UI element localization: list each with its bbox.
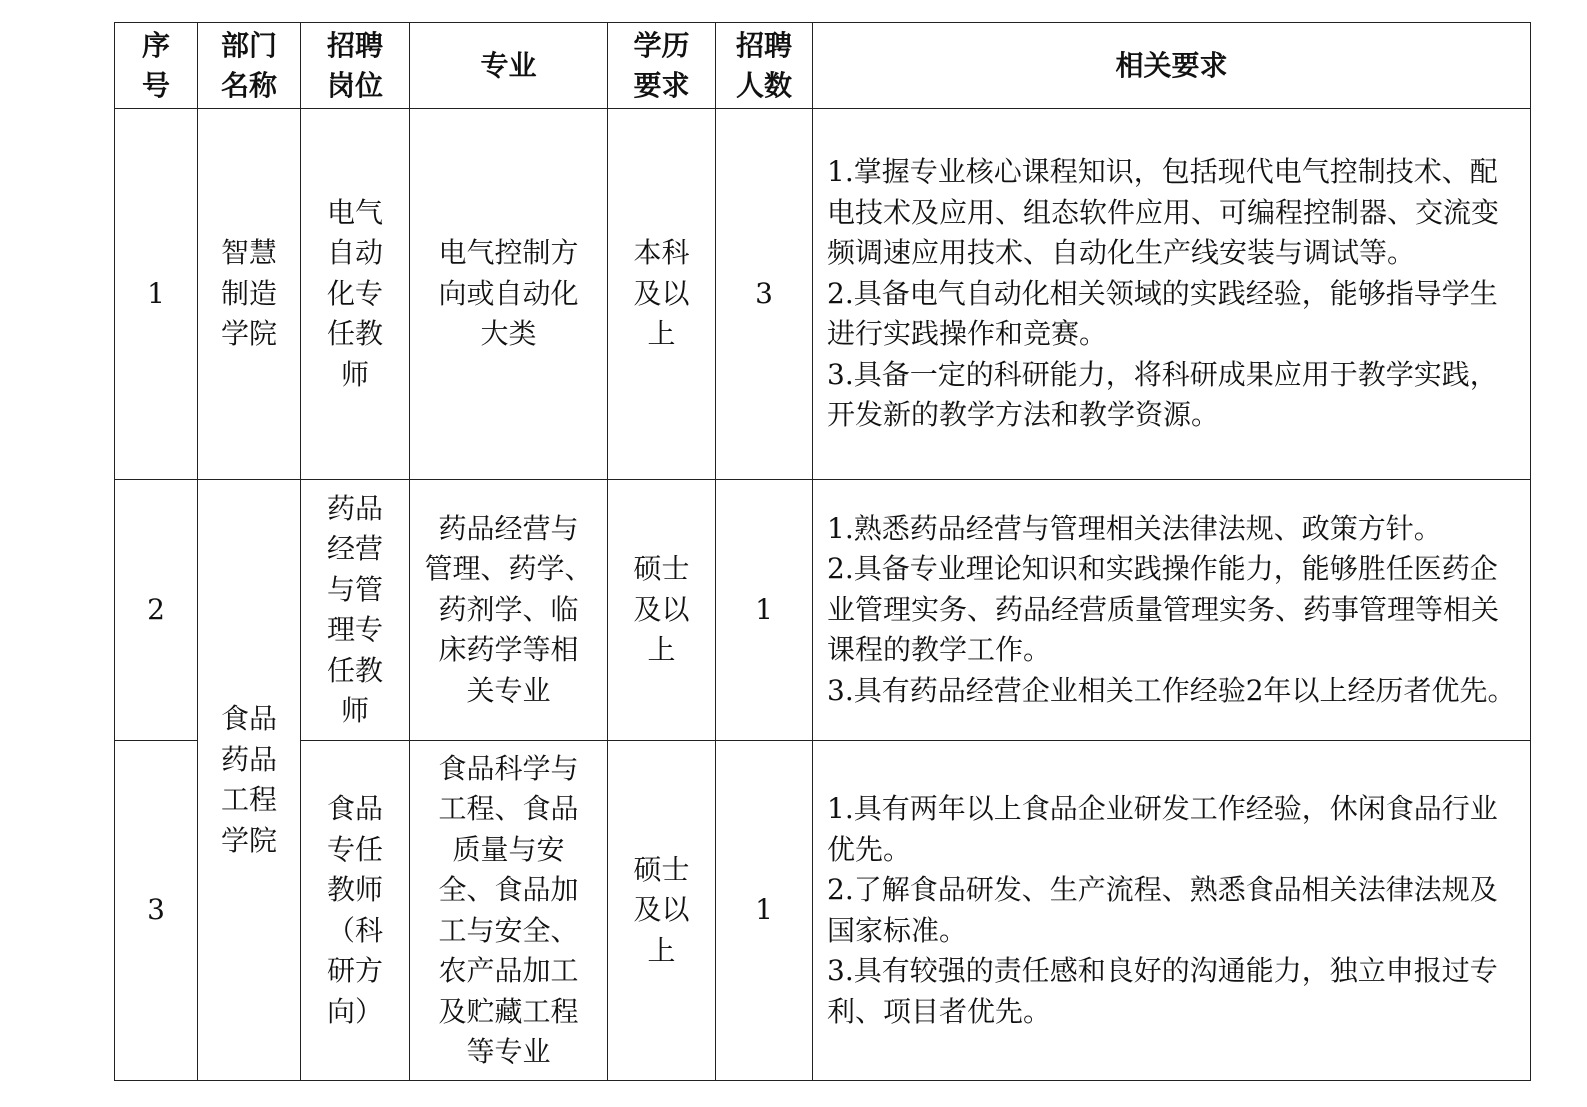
recruitment-table (114, 22, 1531, 1081)
cell-major: 食品科学与 工程、食品 质量与安 全、食品加 工与安全、 农产品加工 及贮藏工程 等专业 (410, 741, 608, 1081)
cell-seq: 1 (115, 109, 198, 480)
header-count: 招聘 人数 (716, 23, 813, 109)
cell-dept: 食品 药品 工程 学院 (198, 480, 301, 1081)
requirement-item: 2.具备专业理论知识和实践操作能力，能够胜任医药企业管理实务、药品经营质量管理实务、药事管理等相关课程的教学工作。 (827, 552, 1500, 667)
cell-position: 药品 经营 与管 理专 任教 师 (301, 480, 410, 741)
cell-seq: 3 (115, 741, 198, 1081)
table-row (115, 741, 1531, 1081)
requirement-item: 2.了解食品研发、生产流程、熟悉食品相关法律法规及国家标准。 (827, 873, 1498, 947)
table-row (115, 480, 1531, 741)
cell-position: 电气 自动 化专 任教 师 (301, 109, 410, 480)
header-position: 招聘 岗位 (301, 23, 410, 109)
cell-count: 1 (716, 741, 813, 1081)
cell-seq: 2 (115, 480, 198, 741)
cell-major: 电气控制方 向或自动化 大类 (410, 109, 608, 480)
cell-education: 硕士 及以 上 (608, 480, 716, 741)
requirement-item: 1.具有两年以上食品企业研发工作经验，休闲食品行业优先。 (827, 792, 1498, 866)
header-seq: 序 号 (115, 23, 198, 109)
cell-requirements (813, 480, 1531, 741)
header-major: 专业 (410, 23, 608, 109)
requirement-item: 1.掌握专业核心课程知识，包括现代电气控制技术、配电技术及应用、组态软件应用、可编程控制器、交流变频调速应用技术、自动化生产线安装与调试等。 (827, 155, 1500, 270)
cell-position: 食品 专任 教师 （科 研方 向） (301, 741, 410, 1081)
cell-requirements (813, 741, 1531, 1081)
table-row (115, 109, 1531, 480)
header-requirements: 相关要求 (813, 23, 1531, 109)
cell-requirements (813, 109, 1531, 480)
cell-education: 本科 及以 上 (608, 109, 716, 480)
cell-dept: 智慧 制造 学院 (198, 109, 301, 480)
requirement-item: 3.具有较强的责任感和良好的沟通能力，独立申报过专利、项目者优先。 (827, 954, 1498, 1028)
cell-count: 3 (716, 109, 813, 480)
cell-count: 1 (716, 480, 813, 741)
requirement-item: 3.具备一定的科研能力，将科研成果应用于教学实践，开发新的教学方法和教学资源。 (827, 357, 1498, 432)
requirement-item: 1.熟悉药品经营与管理相关法律法规、政策方针。 (827, 511, 1442, 545)
header-education: 学历 要求 (608, 23, 716, 109)
cell-major: 药品经营与 管理、药学、 药剂学、临 床药学等相 关专业 (410, 480, 608, 741)
cell-education: 硕士 及以 上 (608, 741, 716, 1081)
header-dept: 部门 名称 (198, 23, 301, 109)
requirement-item: 3.具有药品经营企业相关工作经验2年以上经历者优先。 (827, 673, 1516, 707)
header-row (115, 23, 1531, 109)
requirement-item: 2.具备电气自动化相关领域的实践经验，能够指导学生进行实践操作和竞赛。 (827, 276, 1498, 351)
